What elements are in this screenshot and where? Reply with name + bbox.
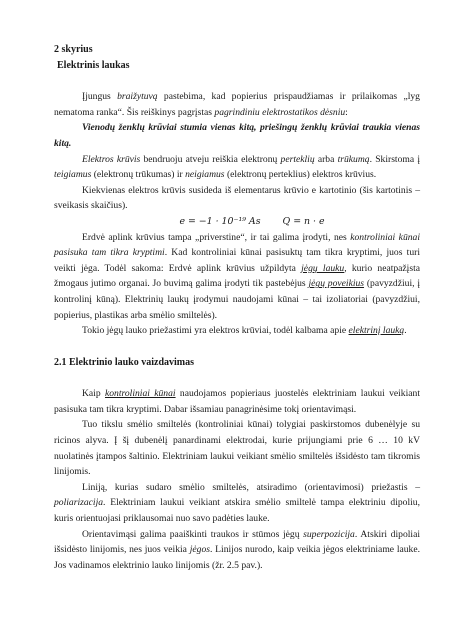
- page-content: [54, 42, 420, 573]
- term-polarization: poliarizacija: [54, 497, 104, 509]
- term-basic-law: pagrindiniu elektrostatikos dėsniu: [214, 106, 346, 118]
- formula-elementary-charge: e = −1 · 10⁻¹⁹ As: [179, 215, 261, 227]
- term-force-effects: jėgų poveikius: [308, 278, 365, 290]
- section-heading: 2.1 Elektrinio lauko vaizdavimas: [54, 356, 195, 368]
- paragraph-intro: Įjungus braižytuvą pastebima, kad popierius prispaudžiamas ir prilaikomas „lyg nematoma ranka“. Šis reiškinys pagrįstas pagrindiniu elektrostatikos dėsniu:: [54, 91, 420, 118]
- formula-line: [54, 214, 420, 230]
- law-statement: Vienodų ženklų krūviai stumia vienas kitą, priešingų ženklų krūviai traukia vienas kitą.: [54, 122, 420, 149]
- paragraph-test-bodies: Kaip kontroliniai kūnai naudojamos popieriaus juostelės elektriniam laukui veikiant pasisuka tam tikra kryptimi. Dabar išsamiau panagrinėsime tokį orientavimąsi.: [54, 388, 420, 415]
- chapter-title: Elektrinis laukas: [57, 59, 130, 71]
- chapter-number: 2 skyrius: [54, 44, 93, 55]
- paragraph-electric-field: Tokio jėgų lauko priežastimi yra elektros krūviai, todėl kalbama apie elektrinį lauką.: [82, 325, 407, 337]
- term-force-field: jėgų lauku: [301, 262, 345, 274]
- paragraph-polarization: Liniją, kurias sudaro smėlio smiltelės, atsiradimo (orientavimosi) priežastis – poliarizacija. Elektriniam laukui veikiant atskira smėlio smiltelė tampa elektriniu dipoliu, kuris orientuojasi priklausomai nuo savo padėties lauke.: [54, 481, 420, 525]
- paragraph-charge: Elektros krūvis bendruoju atveju reiškia elektronų perteklių arba trūkumą. Skirstoma į teigiamus (elektronų trūkumas) ir neigiamus (elektronų perteklius) elektros krūvius.: [54, 153, 420, 181]
- term-test-bodies: kontroliniai kūnai: [104, 388, 176, 400]
- term-plotter: braižytuvą: [117, 91, 158, 103]
- paragraph-superposition: Orientavimąsi galima paaiškinti traukos ir stūmos jėgų superpozicija. Atskiri dipoliai išsidėsto linijomis, nes juos veikia jėgos. Linijos nurodo, kaip veikia jėgos elektriniame lauke. Jos vadinamos elektrinio lauko linijomis (žr. 2.5 pav.).: [54, 528, 421, 571]
- formula-total-charge: Q = n · e: [282, 215, 325, 227]
- term-forces: jėgos: [189, 544, 210, 556]
- paragraph-elementary-charge: Kiekvienas elektros krūvis susideda iš elementarus krūvio e kartotinio (šis kartotinis – sveikasis skaičius).: [54, 184, 420, 212]
- term-electric-field: elektrinį lauką: [348, 325, 405, 337]
- term-superposition: superpozicija: [303, 528, 355, 540]
- paragraph-experiment: Tuo tikslu smėlio smiltelės (kontroliniai kūnai) tolygiai paskirstomos dubenėlyje su ricinos alyva. Į šį dubenėlį panardinami elektrodai, kurie prijungiami prie 6 … 10 kV nuolatinės įtampos šaltinio. Elektriniam laukui veikiant smėlio smiltelės išsidėsto tam tikromis linijomis.: [54, 419, 420, 478]
- paragraph-force-field: Erdvė aplink krūvius tampa „priverstine“, ir tai galima įrodyti, nes kontroliniai kūnai pasisuka tam tikra kryptimi. Kad kontroliniai kūnai pasisuktų tam tikra kryptimi, juos turi veikti jėga. Todėl sakoma: Erdvė aplink krūvius užpildyta jėgų lauku, kurio neatpažįsta žmogaus jutimo organai. Jo buvimą galima įrodyti tik pastebėjus jėgų poveikius (pavyzdžiui, į kontrolinį kūną). Elektrinių laukų įrodymui naudojami kūnai – tai izoliatoriai (pavyzdžiui, popierius, plastikas arba smėlio smiltelės).: [54, 231, 421, 321]
